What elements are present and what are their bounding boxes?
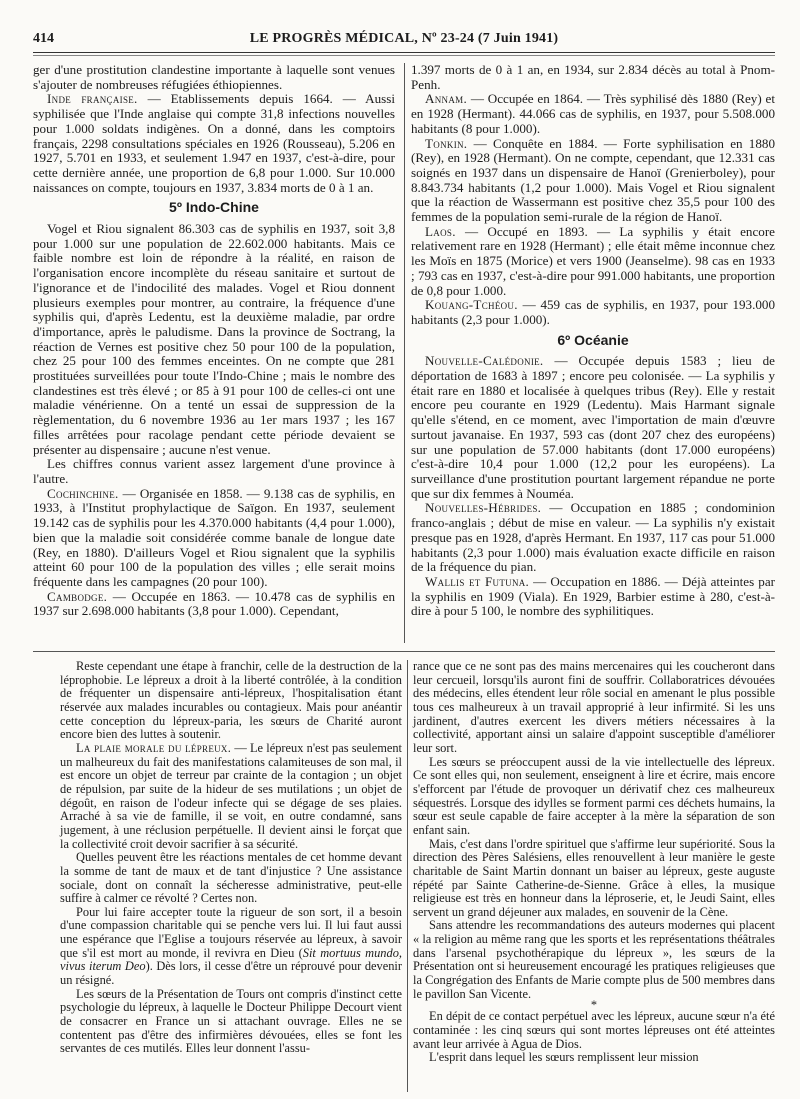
entry-text: — Occupée en 1864. — Très syphilisé dès 1880 (Rey) et en 1928 (Hermant). 44.066 cas de syphilis, en 1937, pour 5.508.000 habitants (8 pour 1.000). — [411, 91, 775, 136]
section-heading: 6º Océanie — [557, 331, 629, 348]
paragraph: Vogel et Riou signalent 86.303 cas de syphilis en 1937, soit 3,8 pour 1.000 sur une population de 22.602.000 habitants. Mais ce faible nombre est loin de répondre à la réalité, en raison de l'organisation encore incomplète du réseau sanitaire et surtout de l'ignorance et de l'indocilité des malades. Vogel et Riou donnent plusieurs exemples pour montrer, au contraire, la fréquence d'une syphilis qui, d'après Ledentu, est la deuxième maladie, par ordre d'importance, après le paludisme. Dans la province de Soctrang, la réaction de Vernes est positive chez 50 pour 100 de la population, chez 25 pour 100 des femmes enceintes. On ne compte que 281 prostituées surveillées pour toute l'Indo-Chine ; mais le nombre des clandestines est très élevé ; or 85 à 91 pour 100 de celles-ci ont une maladie vénérienne. On a tenté un essai de suppression de la règlementation, du 6 novembre 1936 au 1er mars 1937 ; les 167 filles arrêtées pour racolage pendant cette période devaient se présenter au dispensaire ; aucune n'est venue. — [33, 221, 395, 457]
entry-text: — Occupé en 1893. — La syphilis y était encore relativement rare en 1928 (Hermant) ; elle était même inconnue chez les Moïs en 1875 (Morice) et vers 1900 (Jeanselme). 98 cas en 1933 ; 793 cas en 1937, c'est-à-dire pour 991.000 habitants, une proportion de 0,8 pour 1.000. — [411, 223, 775, 298]
section-heading: 5º Indo-Chine — [169, 199, 259, 216]
paragraph-nouvelles-hebrides — [411, 501, 775, 575]
paragraph-tonkin — [411, 137, 775, 225]
paragraph-cochinchine — [33, 487, 395, 590]
paragraph-nouvelle-caledonie — [411, 354, 775, 501]
paragraph-kouang — [411, 298, 775, 327]
separator-star: * — [590, 998, 598, 1013]
paragraph-wallis-futuna — [411, 575, 775, 619]
entry-text: — Organisée en 1858. — 9.138 cas de syphilis, en 1933, à l'Institut prophylactique de Saïgon. En 1937, seulement 19.142 cas de syphilis pour les 4.370.000 habitants (4,4 pour 1.000), bien que la maladie soit considérée comme banale de longue date (Rey, en 1880). D'ailleurs Vogel et Riou signalent que la syphilis atteint 60 pour 100 de la population des villes ; elle serait moins fréquente dans les campagnes (20 pour 100). — [33, 485, 395, 589]
paragraph-dieu — [60, 906, 402, 988]
paragraph: Sans attendre les recommandations des auteurs modernes qui placent « la religion au même rang que les sports et les représentations théâtrales dans l'arsenal psychothérapique du lépreux », les sœurs de la Présentation ont si heureusement encouragé les pratiques religieuses que la Congrégation des Enfants de Marie compte plus de 500 membres dans le pavillon San Vicente. — [413, 918, 775, 1001]
text-run: ). Dès lors, il cesse d'être un réprouvé pour devenir un résigné. — [60, 959, 402, 988]
paragraph: Quelles peuvent être les réactions mentales de cet homme devant la somme de tant de maux et de tant d'injustice ? Une assistance sociale, dont on connaît la sécheresse administrative, peut-elle suffire à calmer ce révolté ? Certes non. — [60, 850, 402, 906]
paragraph: ger d'une prostitution clandestine importante à laquelle sont venues s'ajouter de nombreuses réfugiées éthiopiennes. — [33, 62, 395, 92]
column-left-top — [33, 63, 395, 645]
text-run: Pour lui faire accepter toute la rigueur de son sort, il a besoin d'une compassion charitable qui se penche vers lui. Il lui faut aussi une espérance que l'Eglise a toujours réservée au lépreux, à savoir que s'il est mort au monde, il revivra en Dieu ( — [60, 904, 402, 960]
paragraph: En dépit de ce contact perpétuel avec les lépreux, aucune sœur n'a été contaminée : les cinq sœurs qui sont mortes lépreuses ont été atteintes avant leur arrivée à Agua de Dios. — [413, 1009, 775, 1051]
paragraph-inde — [33, 92, 395, 195]
section-separator — [33, 651, 775, 652]
paragraph: 1.397 morts de 0 à 1 an, en 1934, sur 2.834 décès au total à Pnom-Penh. — [411, 62, 775, 92]
entry-text: — Occupation en 1885 ; condominion franco-anglais ; début de mise en valeur. — La syphilis n'y existait presque pas en 1928, d'après Hermant. En 1937, 117 cas pour 51.000 habitants (2,3 pour 1.000) mais évaluation exacte difficile en raison de la fréquence du pian. — [411, 500, 775, 575]
entry-title: Cochinchine. — [47, 485, 119, 501]
entry-title: Cambodge. — [47, 588, 108, 604]
paragraph: rance que ce ne sont pas des mains mercenaires qui les coucheront dans leur cercueil, lorsqu'ils auront fini de souffrir. Collaboratrices dévouées des médecins, elles étendent leur rôle social en amenant le plus possible tous ces malheureux à un travail approprié à leur infirmité. Si les uns jardinent, d'autres exercent les divers métiers nécessaires à la collectivité, apportant ainsi un salaire d'appoint susceptible d'améliorer leur sort. — [413, 659, 775, 755]
entry-title: Tonkin. — [425, 135, 468, 151]
paragraph: Reste cependant une étape à franchir, celle de la destruction de la léprophobie. Le lépreux a droit à la liberté contrôlée, à la condition de fréquenter un dispensaire anti-lépreux, l'hospitalisation étant réservée aux malades incurables ou contagieux. Mais pour anéantir cette conception du lépreux-paria, les sœurs de Charité auront encore bien des luttes à soutenir. — [60, 659, 402, 742]
paragraph-plaie-morale — [60, 742, 402, 851]
paragraph: Les sœurs se préoccupent aussi de la vie intellectuelle des lépreux. Ce sont elles qui, non seulement, enseignent à lire et écrire, mais encore s'efforcent par l'étude de provoquer un dérivatif chez ces malheureux séquestrés. Lorsque des idylles se forment parmi ces déchets humains, la sœur est seule capable de faire accepter à la mère la séparation de son enfant sain. — [413, 754, 775, 837]
entry-title: Wallis et Futuna. — [425, 573, 530, 589]
entry-title: La plaie morale du lépreux. — [76, 740, 232, 755]
header-rule — [33, 52, 775, 53]
entry-text: — 459 cas de syphilis, en 1937, pour 193.000 habitants (2,3 pour 1.000). — [411, 297, 775, 327]
entry-text: — Etablissements depuis 1664. — Aussi syphilisée que l'Inde anglaise qui compte 31,8 infections nouvelles pour 1.000 soldats indigènes. On a donné, dans les comptoirs français, 2298 consultations spéciales en 1926 (Rousseau), 5.206 en 1927, 5.701 en 1933, et seulement 1.947 en 1937, c'est-à-dire, pour cette dernière année, une proportion de 6,8 pour 1.000. Sur 10.000 naissances on compte, toujours en 1937, 3.834 morts de 0 à 1 an. — [33, 91, 395, 195]
entry-title: Kouang-Tchéou. — [425, 297, 518, 313]
paragraph-cambodge — [33, 590, 395, 619]
entry-text: — Le lépreux n'est pas seulement un malheureux du fait des manifestations calamiteuses de son mal, il est encore un objet de terreur par crainte de la contagion ; un objet de répulsion, par suite de la hideur de ses mutilations ; un objet de dégoût, en raison de l'odeur infecte qui se dégage de ses plaies. Arraché à sa vie de famille, il se voit, en outre condamné, sans jugement, à une réclusion perpétuelle. Il devient ainsi le forçat que la collectivité croit devoir sacrifier à sa sécurité. — [60, 740, 402, 851]
paragraph: L'esprit dans lequel les sœurs remplissent leur mission — [429, 1050, 699, 1065]
column-right-top — [411, 63, 775, 645]
header-rule-thin — [33, 55, 775, 56]
paragraph: Les chiffres connus varient assez largement d'une province à l'autre. — [33, 456, 395, 486]
page-header — [33, 31, 775, 51]
entry-title: Laos. — [425, 223, 456, 239]
column-divider — [407, 660, 408, 1092]
column-right-bottom — [413, 660, 775, 1092]
latin-quote: Sit mortuus mundo, vivus iterum Deo — [60, 945, 402, 974]
column-divider — [404, 63, 405, 643]
entry-text: — Conquête en 1884. — Forte syphilisation en 1880 (Rey), en 1928 (Hermant). On ne compte, cependant, que 12.331 cas soignés en 1937 dans un dispensaire de Hanoï (Grenierboley), pour 8.843.734 habitants (1,2 pour 1.000). Mais Vogel et Riou signalent que la réaction de Wassermann est positive chez 35,5 pour 100 des femmes de la population semi-rurale de la région de Hanoï. — [411, 135, 775, 225]
entry-title: Nouvelle-Calédonie. — [425, 353, 544, 369]
entry-title: Annam. — [425, 91, 468, 107]
entry-text: — Occupation en 1886. — Déjà atteintes par la syphilis en 1909 (Viala). En 1929, Barbier estime à 280, c'est-à-dire à pour 5 100, le nombre des syphilitiques. — [411, 573, 775, 619]
journal-title: LE PROGRÈS MÉDICAL, Nº 23-24 (7 Juin 1941) — [249, 31, 559, 46]
paragraph-laos — [411, 225, 775, 299]
page-number: 414 — [33, 31, 54, 46]
paragraph-annam — [411, 92, 775, 136]
entry-title: Inde française. — [47, 91, 138, 107]
entry-text: — Occupée depuis 1583 ; lieu de déportation de 1683 à 1897 ; encore peu colonisée. — La syphilis y était rare en 1880 et localisée à quelques tribus (Rey). Elle y restait encore peu courante en 1929 (Ledentu). Mais Harmant signale qu'elle s'étend, en ce moment, avec l'importation de main d'œuvre surtout javanaise. En 1937, 593 cas (dont 207 chez des européens) sur une population de 57.000 habitants (dont 17.000 européens) c'est-à-dire 10,4 pour 1.000 (12,2 pour les européens). La surveillance d'une prostitution pourtant largement répandue ne porte que sur dix femmes à Nouméa. — [411, 353, 775, 501]
entry-text: — Occupée en 1863. — 10.478 cas de syphilis en 1937 sur 2.698.000 habitants (3,8 pour 1.000). Cependant, — [33, 588, 395, 619]
entry-title: Nouvelles-Hébrides. — [425, 500, 542, 516]
paragraph: Mais, c'est dans l'ordre spirituel que s'affirme leur supériorité. Sous la direction des Pères Salésiens, elles renouvellent à leur manière le geste charitable de Saint Martin donnant un baiser au lépreux, geste auguste répété par Sainte Catherine-de-Sienne. Grâce à elles, la musique religieuse est très en honneur dans la léproserie, et, le Jeudi Saint, elles servent un grand déjeuner aux malades, en souvenir de la Cène. — [413, 836, 775, 919]
column-left-bottom — [60, 660, 402, 1092]
paragraph: Les sœurs de la Présentation de Tours ont compris d'instinct cette psychologie du lépreux, à laquelle le Docteur Philippe Decourt vient de consacrer en France un si attachant ouvrage. Elles ne se contentent pas d'être des infirmières dévouées, elles se font les servantes de ces mutilés. Elles leur donnent l'assu- — [60, 986, 402, 1056]
